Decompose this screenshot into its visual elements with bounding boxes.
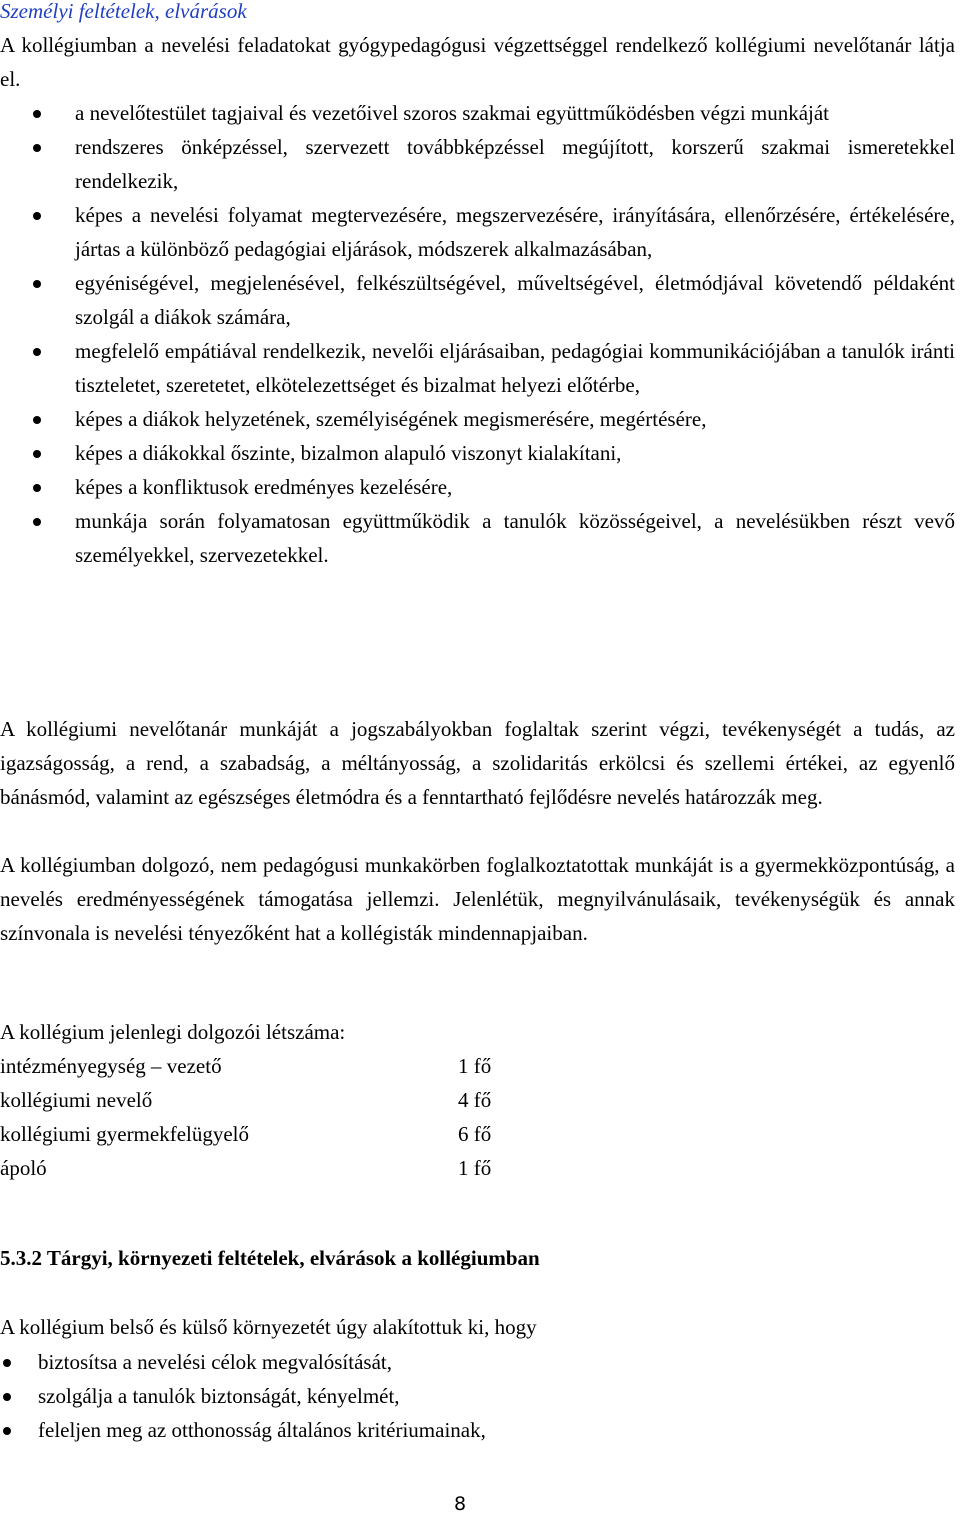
bullet-icon (33, 450, 41, 458)
list-item: képes a diákok helyzetének, személyiségének megismerésére, megértésére, (0, 402, 955, 436)
list-item: szolgálja a tanulók biztonságát, kényelmét, (0, 1379, 955, 1413)
section-title: Személyi feltételek, elvárások (0, 0, 247, 23)
list-item: képes a nevelési folyamat megtervezésére, megszervezésére, irányítására, ellenőrzésére, értékelésére, jártas a különböző pedagógiai eljárások, módszerek alkalmazásában, (0, 198, 955, 266)
bullet-icon (33, 110, 41, 118)
staff-role: kollégiumi gyermekfelügyelő (0, 1122, 250, 1146)
staff-table (0, 1049, 600, 1185)
list-item: megfelelő empátiával rendelkezik, nevelői eljárásaiban, pedagógiai kommunikációjában a tanulók iránti tiszteletet, szeretetet, elkötelezettséget és bizalmat helyezi előtérbe, (0, 334, 955, 402)
list-item: a nevelőtestület tagjaival és vezetőivel szoros szakmai együttműködésben végzi munkáját (0, 96, 955, 130)
staff-count: 1 fő (458, 1156, 492, 1180)
staff-role: intézményegység – vezető (0, 1054, 222, 1078)
staff-row (0, 1083, 600, 1117)
staff-count-title: A kollégium jelenlegi dolgozói létszáma: (0, 1020, 346, 1044)
list-item: képes a konfliktusok eredményes kezelésére, (0, 470, 955, 504)
staff-count: 1 fő (458, 1054, 492, 1078)
section-heading: 5.3.2 Tárgyi, környezeti feltételek, elvárások a kollégiumban (0, 1246, 540, 1270)
bullet-icon (33, 348, 41, 356)
intro-paragraph: A kollégiumban a nevelési feladatokat gyógypedagógusi végzettséggel rendelkező kollégiumi nevelőtanár látja el. (0, 33, 955, 91)
environment-paragraph: A kollégium belső és külső környezetét úgy alakítottuk ki, hogy (0, 1315, 537, 1339)
bullet-icon (3, 1359, 11, 1367)
goals-list (0, 1345, 955, 1447)
bullet-icon (3, 1393, 11, 1401)
bullet-icon (33, 144, 41, 152)
bullet-icon (33, 212, 41, 220)
page-number: 8 (453, 1493, 467, 1515)
bullet-icon (33, 416, 41, 424)
staff-row (0, 1151, 600, 1185)
staff-row (0, 1117, 600, 1151)
bullet-icon (33, 280, 41, 288)
nevelotanar-paragraph: A kollégiumi nevelőtanár munkáját a jogszabályokban foglaltak szerint végzi, tevékenységét a tudás, az igazságosság, a rend, a szabadság, a méltányosság, a szolidaritás erkölcsi és szellemi értékei, az egyenlő bánásmód, valamint az egészséges életmódra és a fenntartható fejlődésre nevelés határozzák meg. (0, 717, 955, 809)
bullet-icon (33, 484, 41, 492)
list-item: biztosítsa a nevelési célok megvalósítását, (0, 1345, 955, 1379)
staff-role: kollégiumi nevelő (0, 1088, 153, 1112)
staff-role: ápoló (0, 1156, 47, 1180)
staff-count: 4 fő (458, 1088, 492, 1112)
list-item: rendszeres önképzéssel, szervezett továbbképzéssel megújított, korszerű szakmai ismeretekkel rendelkezik, (0, 130, 955, 198)
requirements-list (0, 96, 955, 572)
staff-row (0, 1049, 600, 1083)
list-item: munkája során folyamatosan együttműködik a tanulók közösségeivel, a nevelésükben részt vevő személyekkel, szervezetekkel. (0, 504, 955, 572)
list-item: feleljen meg az otthonosság általános kritériumainak, (0, 1413, 955, 1447)
list-item: egyéniségével, megjelenésével, felkészültségével, műveltségével, életmódjával követendő példaként szolgál a diákok számára, (0, 266, 955, 334)
list-item: képes a diákokkal őszinte, bizalmon alapuló viszonyt kialakítani, (0, 436, 955, 470)
bullet-icon (33, 518, 41, 526)
staff-count: 6 fő (458, 1122, 492, 1146)
bullet-icon (3, 1427, 11, 1435)
staff-work-paragraph: A kollégiumban dolgozó, nem pedagógusi munkakörben foglalkoztatottak munkáját is a gyermekközpontúság, a nevelés eredményességének támogatása jellemzi. Jelenlétük, megnyilvánulásaik, tevékenységük és annak színvonala is nevelési tényezőként hat a kollégisták mindennapjaiban. (0, 853, 955, 945)
